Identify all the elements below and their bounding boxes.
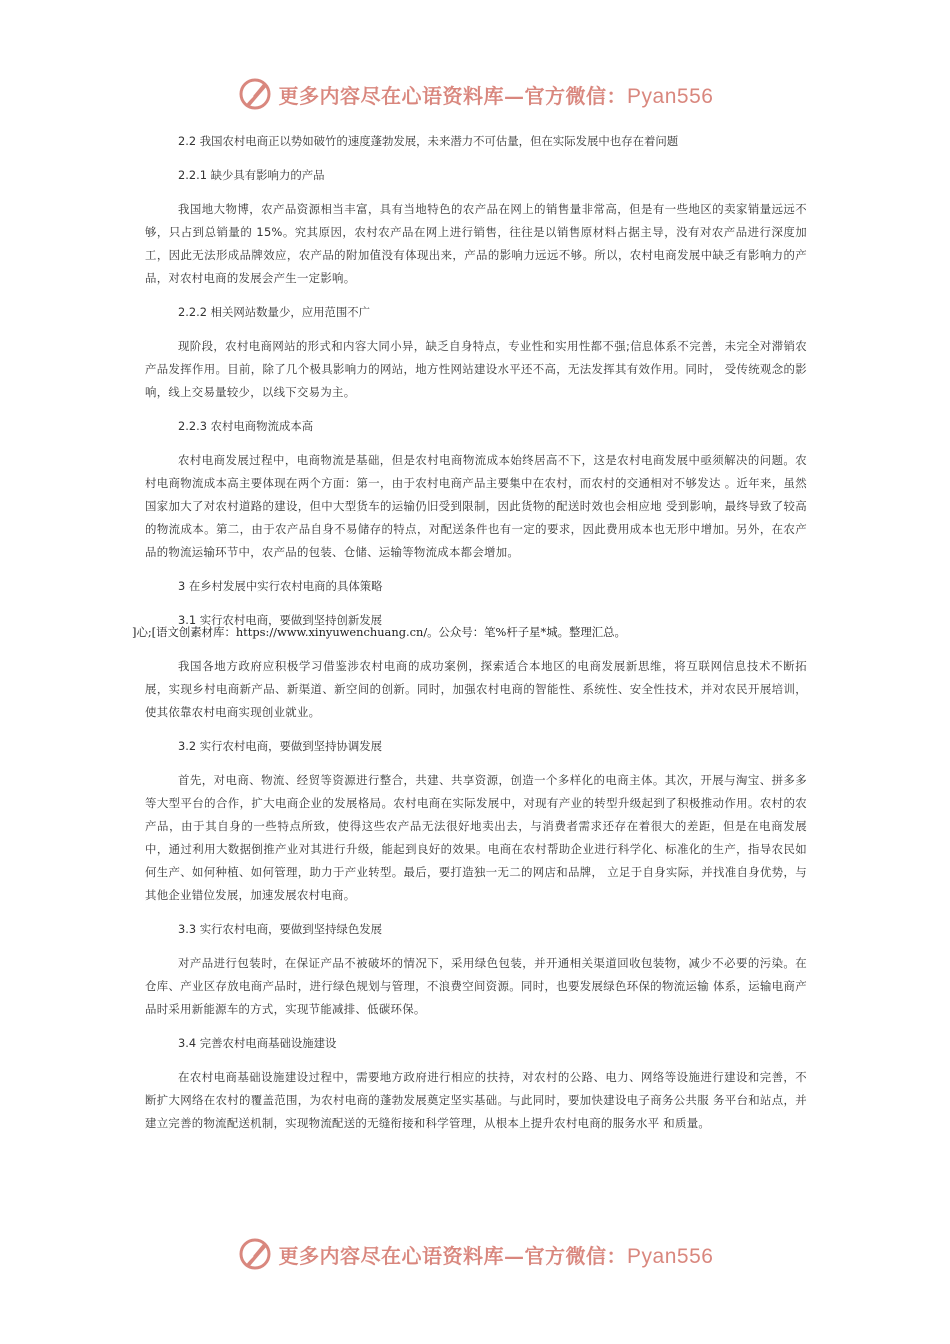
quill-seal-icon	[237, 1236, 273, 1272]
heading-3: 3 在乡村发展中实行农村电商的具体策略	[178, 579, 383, 593]
paragraph-3-3: 对产品进行包装时，在保证产品不被破坏的情况下，采用绿色包装，并开通相关渠道回收包装物，减少不必要的污染。在仓库、产业区存放电商产品时，进行绿色规划与管理，不浪费空间资源。同时，也要发展绿色环保的物流运输 体系，运输电商产品时采用新能源车的方式，实现节能减排、低碳环保。	[145, 956, 807, 1016]
heading-3-4: 3.4 完善农村电商基础设施建设	[178, 1036, 337, 1050]
heading-3-1: 3.1 实行农村电商，要做到坚持创新发展	[178, 613, 382, 627]
source-note: ]心;[语文创素材库：https://www.xinyuwenchuang.cn/。公众号：笔%杆子星*城。整理汇总。	[132, 625, 626, 639]
heading-2-2-3: 2.2.3 农村电商物流成本高	[178, 419, 314, 433]
heading-2-2-1: 2.2.1 缺少具有影响力的产品	[178, 168, 325, 182]
paragraph-3-1: 我国各地方政府应积极学习借鉴涉农村电商的成功案例，探索适合本地区的电商发展新思维，将互联网信息技术不断拓展，实现乡村电商新产品、新渠道、新空间的创新。同时，加强农村电商的智能性、系统性、安全性技术，并对农民开展培训，使其依靠农村电商实现创业就业。	[145, 659, 807, 719]
paragraph-2-2-1: 我国地大物博，农产品资源相当丰富，具有当地特色的农产品在网上的销售量非常高，但是有一些地区的卖家销量远远不够，只占到总销量的 15%。究其原因，农村农产品在网上进行销售，往往是以销售原材料占据主导，没有对农产品进行深度加工，因此无法形成品牌效应，农产品的附加值没有体现出来，产品的影响力远远不够。所以，农村电商发展中缺乏有影响力的产品，对农村电商的发展会产生一定影响。	[145, 202, 807, 285]
paragraph-2-2-3: 农村电商发展过程中，电商物流是基础，但是农村电商物流成本始终居高不下，这是农村电商发展中亟须解决的问题。农村电商物流成本高主要体现在两个方面：第一，由于农村电商产品主要集中在农村，而农村的交通相对不够发达 。近年来，虽然国家加大了对农村道路的建设，但中大型货车的运输仍旧受到限制，因此货物的配送时效也会相应地 受到影响，最终导致了较高的物流成本。第二，由于农产品自身不易储存的特点，对配送条件也有一定的要求，因此费用成本也无形中增加。另外，在农产品的物流运输环节中，农产品的包装、仓储、运输等物流成本都会增加。	[145, 453, 807, 559]
banner-text: 更多内容尽在心语资料库—官方微信：Pyan556	[278, 1243, 714, 1268]
paragraph-2-2-2: 现阶段，农村电商网站的形式和内容大同小异，缺乏自身特点，专业性和实用性都不强;信息体系不完善，未完全对滞销农产品发挥作用。目前，除了几个极具影响力的网站，地方性网站建设水平还不高，无法发挥其有效作用。同时， 受传统观念的影响，线上交易量较少，以线下交易为主。	[145, 339, 807, 399]
heading-2-2: 2.2 我国农村电商正以势如破竹的速度蓬勃发展，未来潜力不可估量，但在实际发展中也存在着问题	[178, 134, 679, 148]
paragraph-3-4: 在农村电商基础设施建设过程中，需要地方政府进行相应的扶持，对农村的公路、电力、网络等设施进行建设和完善，不断扩大网络在农村的覆盖范围，为农村电商的蓬勃发展奠定坚实基础。与此同时，要加快建设电子商务公共服 务平台和站点，并建立完善的物流配送机制，实现物流配送的无缝衔接和科学管理，从根本上提升农村电商的服务水平 和质量。	[145, 1070, 807, 1130]
footer-banner	[0, 1234, 950, 1274]
paragraph-3-2: 首先，对电商、物流、经贸等资源进行整合，共建、共享资源，创造一个多样化的电商主体。其次，开展与淘宝、拼多多等大型平台的合作，扩大电商企业的发展格局。农村电商在实际发展中，对现有产业的转型升级起到了积极推动作用。农村的农产品，由于其自身的一些特点所致，使得这些农产品无法很好地卖出去，与消费者需求还存在着很大的差距，但是在电商发展中，通过利用大数据倒推产业对其进行升级，能起到良好的效果。电商在农村帮助企业进行科学化、标准化的生产，指导农民如何生产、如何种植、如何管理，助力于产业转型。最后，要打造独一无二的网店和品牌， 立足于自身实际，并找准自身优势，与其他企业错位发展，加速发展农村电商。	[145, 773, 807, 902]
banner-text: 更多内容尽在心语资料库—官方微信：Pyan556	[278, 83, 714, 108]
banner-brand: Pyan556	[627, 1244, 714, 1268]
quill-seal-icon	[237, 76, 273, 112]
heading-3-2: 3.2 实行农村电商，要做到坚持协调发展	[178, 739, 382, 753]
banner-brand: Pyan556	[627, 84, 714, 108]
heading-3-3: 3.3 实行农村电商，要做到坚持绿色发展	[178, 922, 382, 936]
header-banner	[0, 74, 950, 114]
heading-2-2-2: 2.2.2 相关网站数量少，应用范围不广	[178, 305, 371, 319]
